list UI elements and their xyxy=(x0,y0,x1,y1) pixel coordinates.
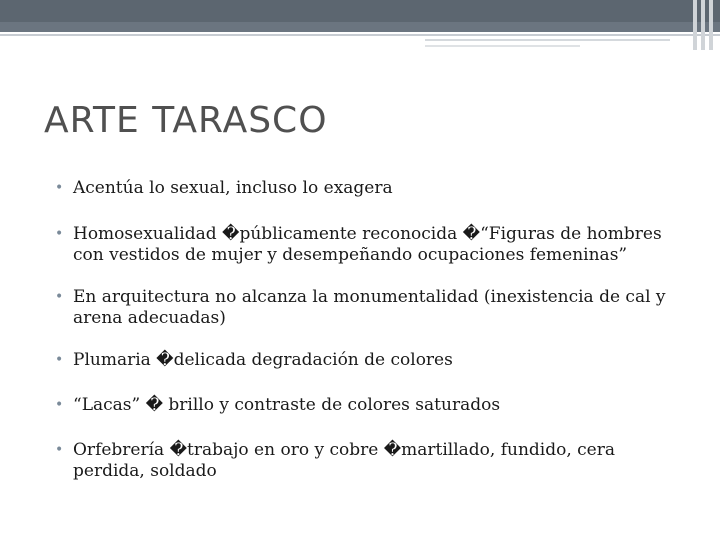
bullet-icon: • xyxy=(55,289,64,305)
bullet-icon: • xyxy=(55,442,64,458)
header-rule xyxy=(0,34,720,36)
bullet-text: “Lacas” � brillo y contraste de colores saturados xyxy=(73,395,501,415)
header-rule-shorter xyxy=(425,45,580,47)
bullet-text: Plumaria �delicada degradación de colores xyxy=(73,350,453,370)
bullet-icon: • xyxy=(55,180,64,196)
bullet-icon: • xyxy=(55,352,64,368)
bullet-text: Acentúa lo sexual, incluso lo exagera xyxy=(73,178,393,198)
header-band-secondary xyxy=(0,22,720,32)
header-rule-short xyxy=(425,39,670,41)
stripe xyxy=(701,0,705,50)
bullet-text: Orfebrería �trabajo en oro y cobre �martillado, fundido, cera perdida, soldado xyxy=(73,440,615,481)
header-band xyxy=(0,0,720,22)
bullet-icon: • xyxy=(55,226,64,242)
stripe xyxy=(709,0,713,50)
header-decoration xyxy=(0,0,720,52)
slide-title: ARTE TARASCO xyxy=(44,100,328,141)
stripe xyxy=(693,0,697,50)
bullet-text: Homosexualidad �públicamente reconocida �“Figuras de hombres con vestidos de mujer y desempeñando ocupaciones femeninas” xyxy=(73,224,662,265)
header-stripes xyxy=(690,0,720,52)
bullet-icon: • xyxy=(55,397,64,413)
bullet-text: En arquitectura no alcanza la monumentalidad (inexistencia de cal y arena adecuadas) xyxy=(73,287,666,328)
